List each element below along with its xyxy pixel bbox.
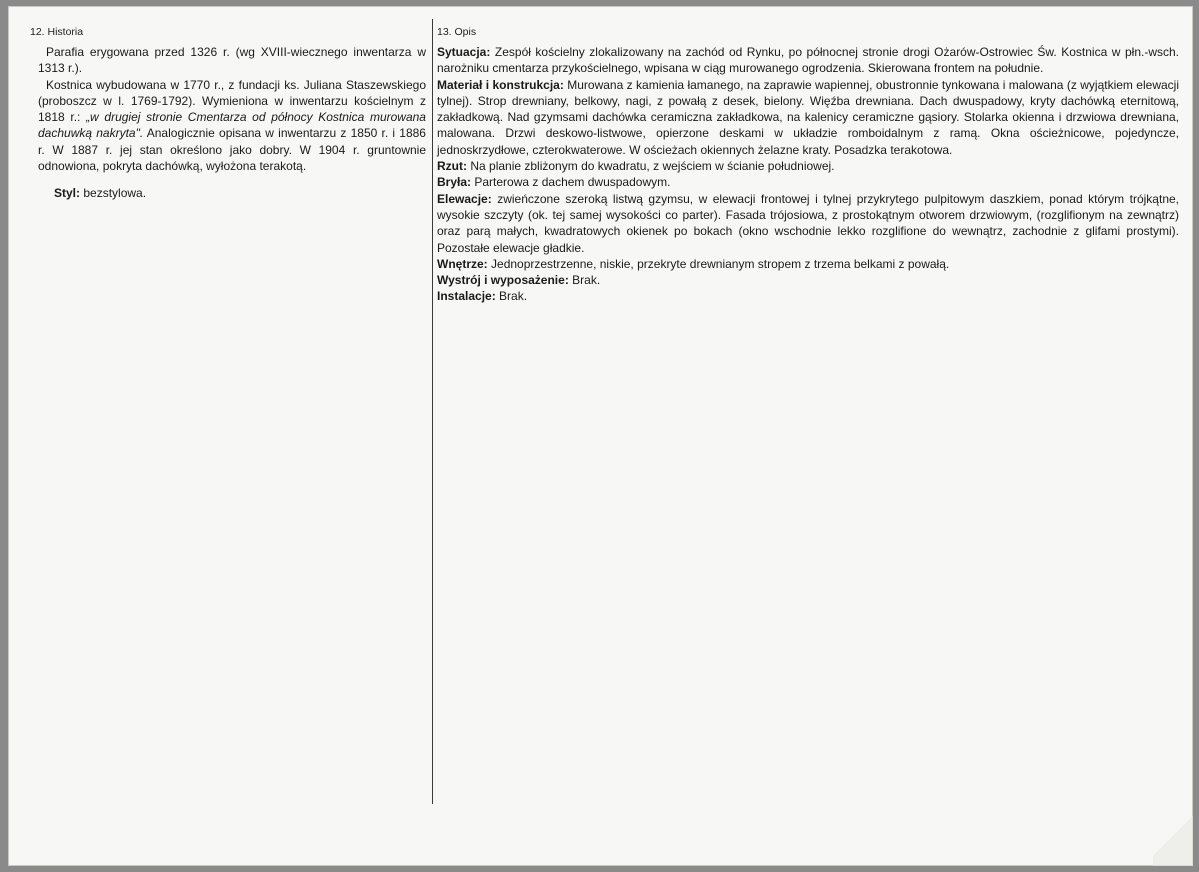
entry-instalacje bbox=[437, 288, 1179, 304]
historia-paragraph-1: Parafia erygowana przed 1326 r. (wg XVIII-wiecznego inwentarza w 1313 r.). bbox=[38, 45, 426, 76]
historia-section bbox=[30, 26, 426, 201]
entry-label: Bryła: bbox=[437, 175, 472, 190]
entry-label: Wnętrze: bbox=[437, 256, 488, 271]
entry-label: Rzut: bbox=[437, 159, 467, 174]
styl-label: Styl: bbox=[54, 186, 81, 201]
entry-text: zwieńczone szeroką listwą gzymsu, w elewacji frontowej i tylnej przykrytego pulpitowym daszkiem, ponad którym trójkątne, wysokie szczyty (ok. tej samej wysokości co parter). Fasada trójosiowa, z prostokątnym otworem drzwiowym, (rozglifionym na zewnątrz) oraz parą małych, kwadratowych okienek po bokach (okno wschodnie lekko rozglifione do wewnątrz, zachodnie z glifami prostymi). Pozostałe elewacje gładkie. bbox=[437, 191, 1179, 255]
entry-text: Parterowa z dachem dwuspadowym. bbox=[474, 175, 671, 190]
entry-bryla bbox=[437, 174, 1179, 190]
document-sheet bbox=[8, 6, 1193, 866]
entry-text: Brak. bbox=[499, 289, 528, 304]
entry-elewacje bbox=[437, 191, 1179, 256]
historia-paragraph-2 bbox=[38, 77, 426, 175]
entry-text: Murowana z kamienia łamanego, na zaprawie wapiennej, obustronnie tynkowana i malowana (z wyjątkiem elewacji tylnej). Strop drewniany, belkowy, nagi, z powałą z desek, bielony. Więźba drewniana. Dach dwuspadowy, kryty dachówką eternitową, zakładkową. Nad gzymsami dachówka ceramiczna zakładkowa, na kalenicy ceramiczne gąsiory. Stolarka okienna i drzwiowa drewniana, malowana. Drzwi deskowo-listwowe, opierzone deskami w układzie romboidalnym z ramą. Okna ościeżnicowe, pojedyncze, jednoskrzydłowe, czterokwaterowe. W ościeżach okiennych żelazne kraty. Posadzka terakotowa. bbox=[437, 77, 1179, 157]
column-divider bbox=[432, 19, 433, 804]
page-corner-shading bbox=[1153, 806, 1193, 866]
opis-section bbox=[437, 26, 1179, 305]
entry-label: Materiał i konstrukcja: bbox=[437, 77, 564, 92]
entry-text: Jednoprzestrzenne, niskie, przekryte drewnianym stropem z trzema belkami z powałą. bbox=[491, 256, 950, 271]
entry-label: Instalacje: bbox=[437, 289, 496, 304]
entry-text: Na planie zbliżonym do kwadratu, z wejściem w ścianie południowej. bbox=[470, 159, 835, 174]
entry-sytuacja bbox=[437, 44, 1179, 77]
entry-label: Elewacje: bbox=[437, 191, 492, 206]
entry-rzut bbox=[437, 158, 1179, 174]
entry-label: Sytuacja: bbox=[437, 45, 491, 59]
styl-line bbox=[38, 186, 426, 200]
entry-text: Brak. bbox=[572, 273, 601, 288]
historia-label: 12. Historia bbox=[30, 26, 84, 38]
entry-wystroj bbox=[437, 272, 1179, 288]
opis-label: 13. Opis bbox=[437, 26, 477, 38]
entry-label: Wystrój i wyposażenie: bbox=[437, 273, 569, 288]
entry-text: Zespół kościelny zlokalizowany na zachód od Rynku, po północnej stronie drogi Ożarów-Ostrowiec Św. Kostnica w płn.-wsch. narożniku cmentarza przykościelnego, wpisana w ciąg murowanego ogrodzenia. Skierowana frontem na południe. bbox=[437, 45, 1179, 76]
historia-p2-text-a: Kostnica wybudowana w 1770 r., z fundacji ks. Juliana Staszewskiego (proboszcz w l. 1769-1792). Wymieniona w inwentarzu kościelnym z 1818 r.: bbox=[38, 77, 426, 125]
entry-material bbox=[437, 77, 1179, 158]
historia-p2-quote: „w drugiej stronie Cmentarza od północy Kostnica murowana dachuwką nakryta". bbox=[38, 110, 426, 141]
styl-value: bezstylowa. bbox=[83, 186, 147, 201]
entry-wnetrze bbox=[437, 256, 1179, 272]
historia-p2-text-b: Analogicznie opisana w inwentarzu z 1850 r. i 1886 r. W 1887 r. jej stan określono jako dobry. W 1904 r. gruntownie odnowiona, pokryta dachówką, wyłożona terakotą. bbox=[38, 126, 426, 174]
